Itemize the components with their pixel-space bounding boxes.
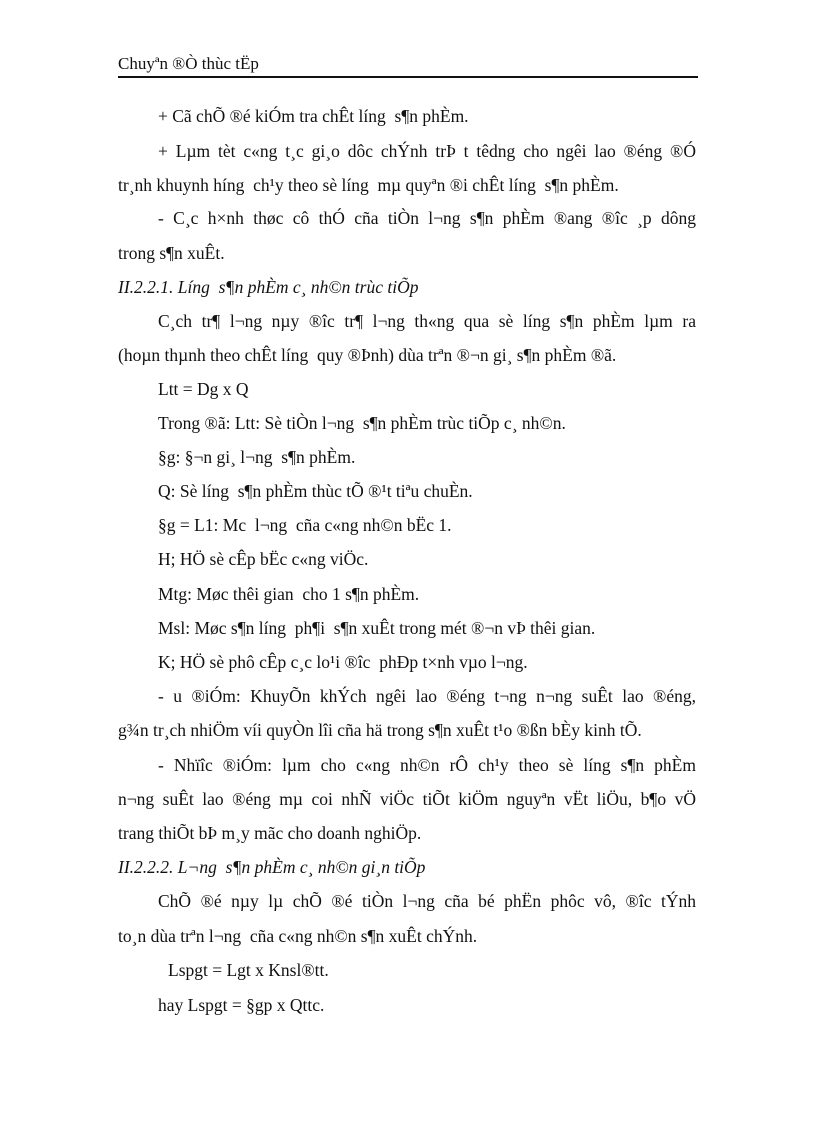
formula-line: Ltt = Dg x Q: [158, 379, 249, 399]
text-line: trong s¶n xuÊt.: [118, 243, 225, 263]
text-line: + Lµm tèt c«ng t¸c gi¸o dôc chÝnh trÞ t têdng cho ngêi lao ®éng ®Ó: [158, 141, 696, 161]
text-line: + Cã chÕ ®é kiÓm tra chÊt líng s¶n phÈm.: [158, 106, 469, 126]
text-line: H; HÖ sè cÊp bËc c«ng viÖc.: [158, 549, 369, 569]
text-line: §g = L1: Mc l¬ng cña c«ng nh©n bËc 1.: [158, 515, 452, 535]
text-line: - u ®iÓm: KhuyÕn khÝch ngêi lao ®éng t¬ng n¬ng suÊt lao ®éng,: [158, 686, 696, 706]
text-line: ChÕ ®é nµy lµ chÕ ®é tiÒn l¬ng cña bé phËn phôc vô, ®îc tÝnh: [158, 891, 696, 911]
text-line: - Nhïîc ®iÓm: lµm cho c«ng nh©n rÔ ch¹y theo sè líng s¶n phÈm: [158, 755, 696, 775]
text-line: Msl: Møc s¶n líng ph¶i s¶n xuÊt trong mét ®¬n vÞ thêi gian.: [158, 618, 596, 638]
formula-line: hay Lspgt = §gp x Qttc.: [158, 995, 325, 1015]
section-heading: II.2.2.2. L¬ng s¶n phÈm c¸ nh©n gi¸n tiÕp: [118, 857, 426, 877]
text-line: Trong ®ã: Ltt: Sè tiÒn l¬ng s¶n phÈm trùc tiÕp c¸ nh©n.: [158, 413, 566, 433]
text-line: to¸n dùa trªn l¬ng cña c«ng nh©n s¶n xuÊt chÝnh.: [118, 926, 478, 946]
text-line: C¸ch tr¶ l¬ng nµy ®îc tr¶ l¬ng th«ng qua sè líng s¶n phÈm lµm ra: [158, 311, 696, 331]
text-line: - C¸c h×nh thøc cô thÓ cña tiÒn l¬ng s¶n phÈm ®ang ®îc ¸p dông: [158, 208, 696, 228]
text-line: tr¸nh khuynh híng ch¹y theo sè líng mµ quyªn ®i chÊt líng s¶n phÈm.: [118, 175, 619, 195]
text-line: (hoµn thµnh theo chÊt líng quy ®Þnh) dùa trªn ®¬n gi¸ s¶n phÈm ®ã.: [118, 345, 617, 365]
text-line: n¬ng suÊt lao ®éng mµ coi nhÑ viÖc tiÕt kiÖm nguyªn vËt liÖu, b¶o vÖ: [118, 789, 696, 809]
running-header: Chuyªn ®Ò thùc tËp: [118, 52, 698, 78]
formula-line: Lspgt = Lgt x Knsl®tt.: [168, 960, 329, 980]
text-line: §g: §¬n gi¸ l¬ng s¶n phÈm.: [158, 447, 356, 467]
text-line: g¾n tr¸ch nhiÖm víi quyÒn lîi cña hä trong s¶n xuÊt t¹o ®ßn bÈy kinh tÕ.: [118, 720, 642, 740]
text-line: K; HÖ sè phô cÊp c¸c lo¹i ®îc phÐp t×nh vµo l¬ng.: [158, 652, 528, 672]
section-heading: II.2.2.1. Líng s¶n phÈm c¸ nh©n trùc tiÕp: [118, 277, 419, 297]
text-line: trang thiÕt bÞ m¸y mãc cho doanh nghiÖp.: [118, 823, 422, 843]
text-line: Q: Sè líng s¶n phÈm thùc tÕ ®¹t tiªu chuÈn.: [158, 481, 473, 501]
text-line: Mtg: Møc thêi gian cho 1 s¶n phÈm.: [158, 584, 420, 604]
